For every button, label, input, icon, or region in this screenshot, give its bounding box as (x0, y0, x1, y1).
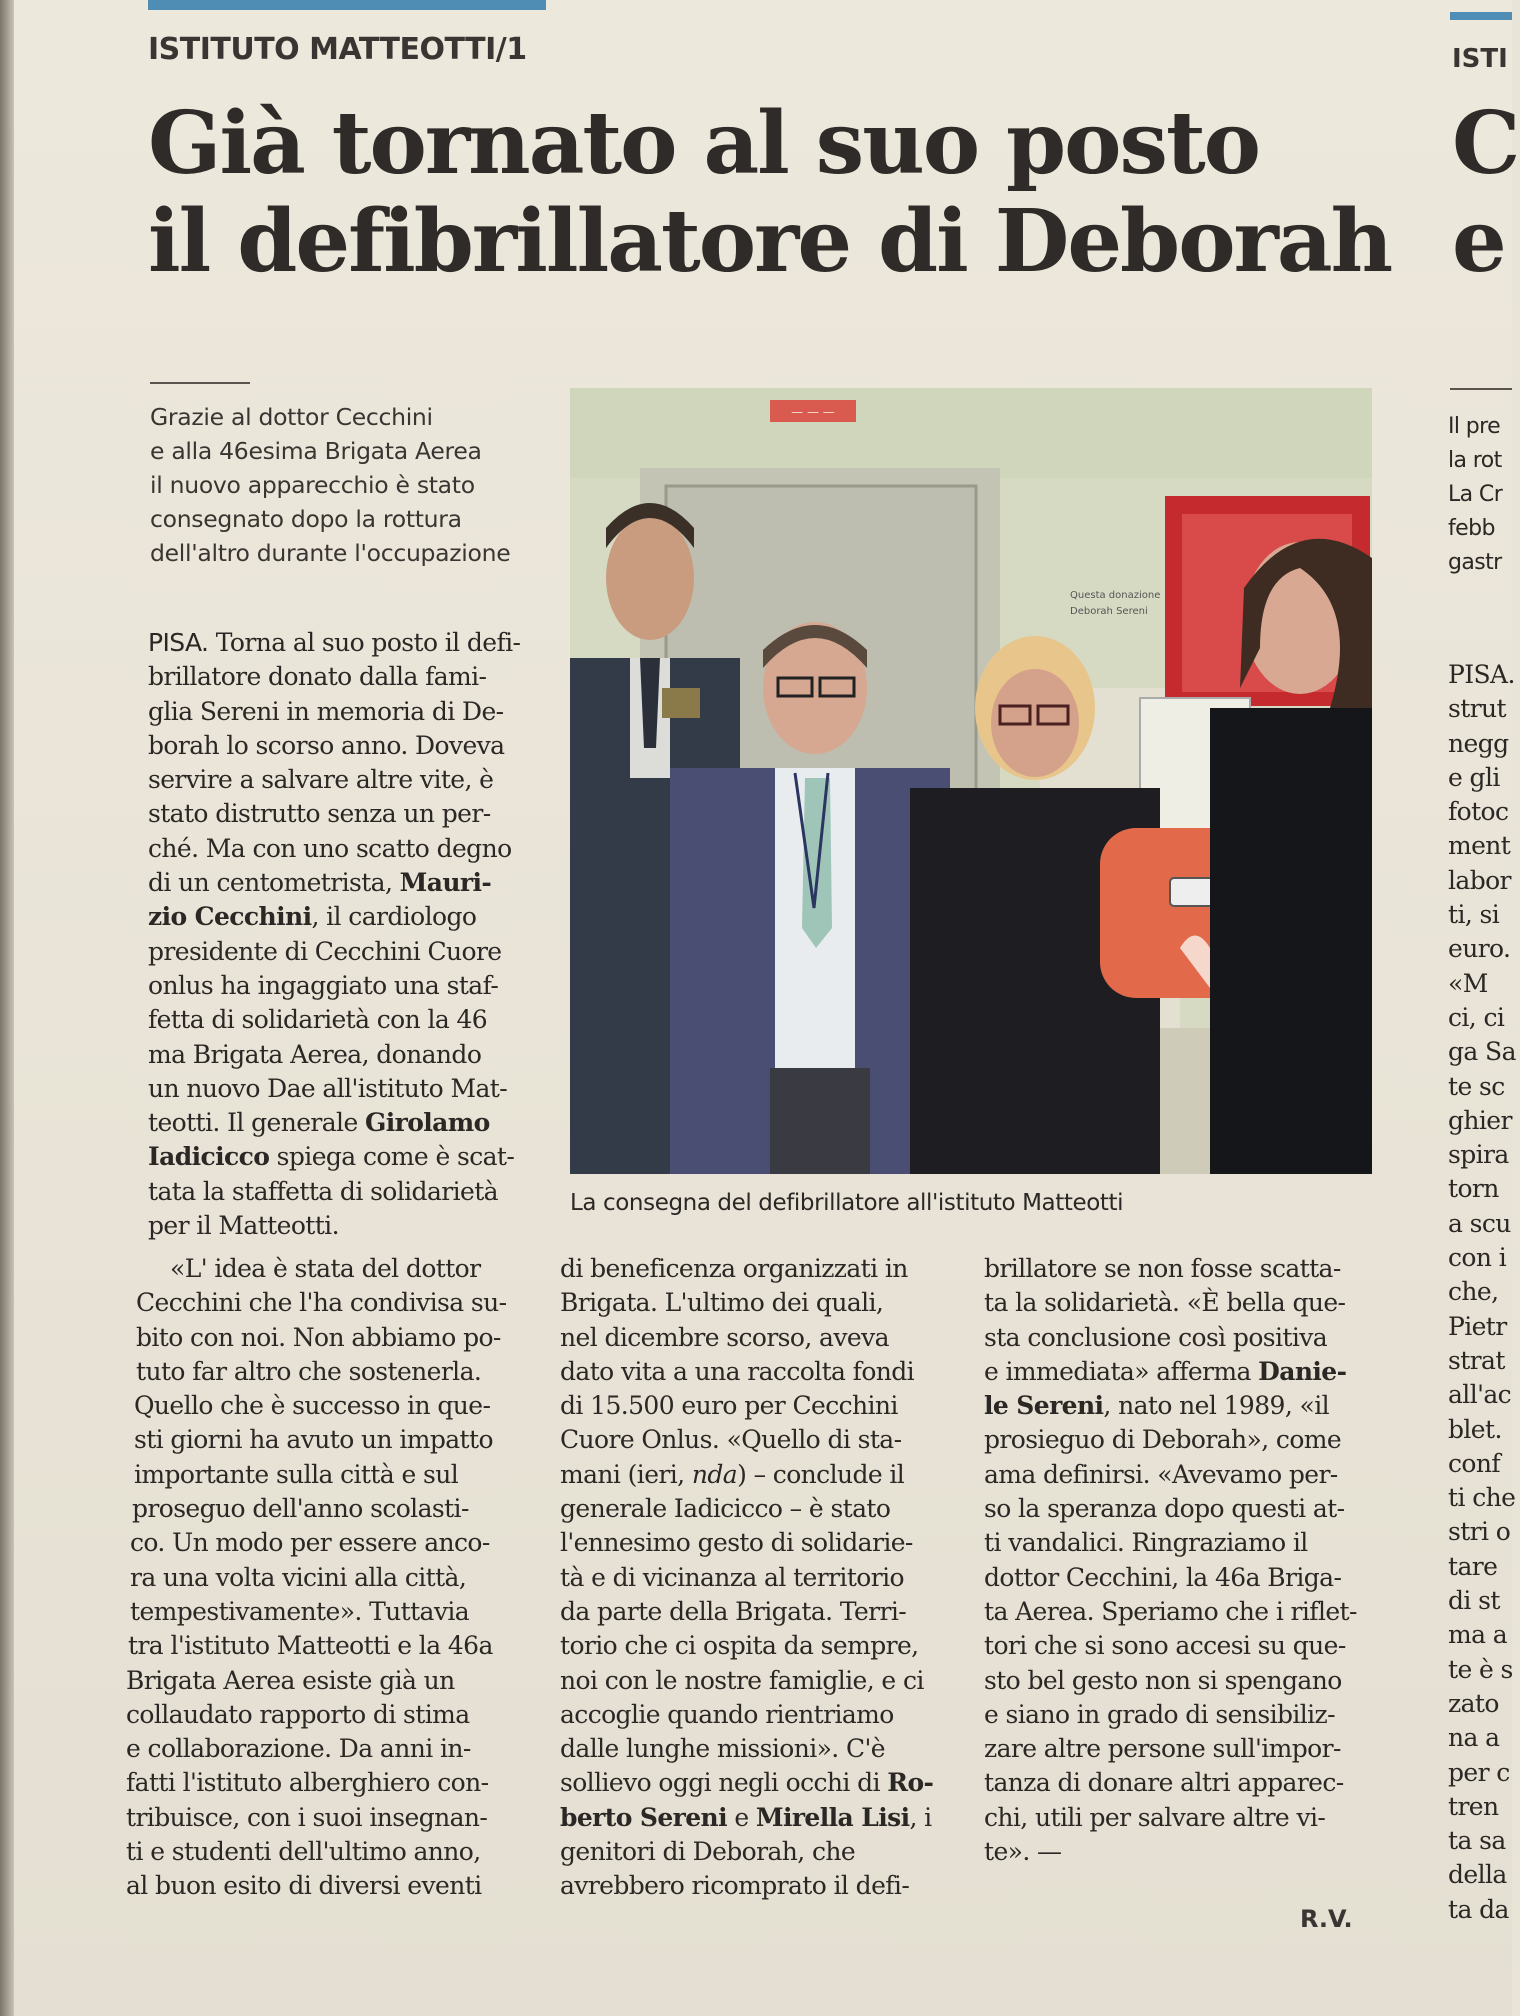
text-line: ghier (1448, 1105, 1512, 1135)
text-line: tà e di vicinanza al territorio (560, 1562, 904, 1592)
text-line: sto bel gesto non si spengano (984, 1665, 1342, 1695)
text-line: La Cr (1448, 482, 1503, 507)
text-line: chi, utili per salvare altre vi- (984, 1802, 1326, 1832)
text-line: ga Sa (1448, 1037, 1516, 1067)
text-line: a scu (1448, 1208, 1511, 1238)
text-line: dato vita a una raccolta fondi (560, 1356, 915, 1386)
text-line: fetta di solidarietà con la 46 (148, 1005, 488, 1035)
text-line: mani (ieri, nda) – conclude il (560, 1459, 905, 1489)
right-column-cutoff (1448, 410, 1516, 1970)
headline-line: e (1452, 191, 1507, 292)
article-photo (570, 388, 1372, 1174)
divider-right (1450, 388, 1512, 390)
text-line: so la speranza dopo questi at- (984, 1494, 1345, 1524)
text-line: tare (1448, 1551, 1498, 1581)
text-line: e immediata» afferma Danie- (984, 1356, 1347, 1386)
subhead (150, 400, 550, 570)
text-line: strat (1448, 1345, 1505, 1375)
subhead-line: consegnato dopo la rottura (150, 505, 462, 533)
text-line: per c (1448, 1757, 1510, 1787)
text-line: per il Matteotti. (148, 1211, 339, 1241)
author-signature: R.V. (1300, 1905, 1353, 1933)
text-line: ti e studenti dell'ultimo anno, (126, 1837, 481, 1867)
text-line: tanza di donare altri apparec- (984, 1768, 1344, 1798)
text-line: fotoc (1448, 797, 1509, 827)
text-line: stato distrutto senza un per- (148, 799, 491, 829)
right-column-headline (1452, 95, 1520, 291)
text-line: accoglie quando rientriamo (560, 1699, 894, 1729)
door-label-line: Deborah Sereni (1070, 606, 1148, 617)
page-edge-shadow (0, 0, 14, 2016)
text-line: brillatore donato dalla fami- (148, 662, 487, 692)
subhead-line: il nuovo apparecchio è stato (150, 471, 475, 499)
text-line: na a (1448, 1723, 1500, 1753)
text-line: Pietr (1448, 1311, 1507, 1341)
text-line: gastr (1448, 550, 1502, 575)
text-line: zio Cecchini, il cardiologo (148, 902, 477, 932)
text-line: della (1448, 1860, 1507, 1890)
text-line: noi con le nostre famiglie, e ci (560, 1665, 924, 1695)
text-line: onlus ha ingaggiato una staf- (148, 970, 499, 1000)
text-line: te è s (1448, 1654, 1513, 1684)
text-line: tribuisce, con i suoi insegnan- (126, 1802, 488, 1832)
text-line: febb (1448, 516, 1495, 541)
text-line: tata la staffetta di solidarietà (148, 1176, 498, 1206)
door-label-line: Questa donazione (1070, 590, 1161, 601)
text-line: all'ac (1448, 1380, 1512, 1410)
divider (150, 382, 250, 384)
right-column-kicker: ISTI (1452, 44, 1508, 74)
text-line: l'ennesimo gesto di solidarie- (560, 1528, 913, 1558)
text-line: ra una volta vicini alla città, (130, 1562, 467, 1592)
article-column-1-bottom (126, 1252, 526, 1904)
text-line: Il pre (1448, 414, 1501, 439)
right-subhead (1448, 410, 1512, 580)
text-line: Iadicicco spiega come è scat- (148, 1142, 515, 1172)
text-line: e siano in grado di sensibiliz- (984, 1699, 1335, 1729)
text-line: tuto far altro che sostenerla. (136, 1356, 482, 1386)
text-line: e gli (1448, 762, 1500, 792)
subhead-line: e alla 46esima Brigata Aerea (150, 437, 482, 465)
text-line: «M (1448, 968, 1488, 998)
text-line: Quello che è successo in que- (134, 1391, 491, 1421)
text-line: presidente di Cecchini Cuore (148, 936, 502, 966)
text-line: torio che ci ospita da sempre, (560, 1631, 919, 1661)
text-line: sti giorni ha avuto un impatto (134, 1425, 493, 1455)
headline (148, 93, 1392, 292)
text-line: ta la solidarietà. «È bella que- (984, 1288, 1346, 1318)
text-line: di st (1448, 1586, 1500, 1616)
headline-line: C (1452, 93, 1520, 194)
text-line: labor (1448, 865, 1511, 895)
text-line: da parte della Brigata. Terri- (560, 1596, 907, 1626)
text-line: ma Brigata Aerea, donando (148, 1039, 482, 1069)
text-line: euro. (1448, 934, 1511, 964)
text-line: tren (1448, 1791, 1499, 1821)
text-line: brillatore se non fosse scatta- (984, 1254, 1341, 1283)
text-line: importante sulla città e sul (134, 1459, 459, 1489)
article-column-2 (560, 1252, 950, 1904)
photo-sign-text: — — — (791, 405, 835, 419)
text-line: sta conclusione così positiva (984, 1322, 1328, 1352)
text-line: ci, ci (1448, 1002, 1505, 1032)
text-line: genitori di Deborah, che (560, 1837, 856, 1867)
photo-illustration (570, 388, 1372, 1174)
text-line: co. Un modo per essere anco- (130, 1528, 490, 1558)
right-body (1448, 658, 1516, 1927)
text-line: zato (1448, 1688, 1499, 1718)
text-line: di 15.500 euro per Cecchini (560, 1391, 898, 1421)
article-column-3 (984, 1252, 1374, 1869)
text-line: PISA. (1448, 660, 1515, 689)
text-line: blet. (1448, 1414, 1502, 1444)
text-line: strut (1448, 694, 1506, 724)
text-line: ti vandalici. Ringraziamo il (984, 1528, 1308, 1558)
text-line: «L' idea è stata del dottor (170, 1254, 481, 1283)
text-line: torn (1448, 1174, 1499, 1204)
text-line: di un centometrista, Mauri- (148, 868, 492, 898)
text-line: con i (1448, 1243, 1507, 1273)
text-line: te sc (1448, 1071, 1505, 1101)
text-line: Cuore Onlus. «Quello di sta- (560, 1425, 902, 1455)
text-line: e collaborazione. Da anni in- (126, 1734, 471, 1764)
photo-caption: La consegna del defibrillatore all'istituto Matteotti (570, 1190, 1124, 1216)
text-line: generale Iadicicco – è stato (560, 1494, 891, 1524)
text-line: tempestivamente». Tuttavia (130, 1596, 470, 1626)
text-line: ta Aerea. Speriamo che i riflet- (984, 1596, 1357, 1626)
text-line: prosieguo di Deborah», come (984, 1425, 1342, 1455)
text-line: glia Sereni in memoria di De- (148, 696, 504, 726)
text-line: che, (1448, 1277, 1499, 1307)
text-line: stri o (1448, 1517, 1511, 1547)
text-line: le Sereni, nato nel 1989, «il (984, 1391, 1330, 1421)
text-line: dottor Cecchini, la 46a Briga- (984, 1562, 1342, 1592)
text-line: un nuovo Dae all'istituto Mat- (148, 1073, 508, 1103)
text-line: ama definirsi. «Avevamo per- (984, 1459, 1338, 1489)
kicker: ISTITUTO MATTEOTTI/1 (148, 32, 527, 67)
text-line: di beneficenza organizzati in (560, 1254, 908, 1283)
text-line: ment (1448, 831, 1511, 861)
text-line: al buon esito di diversi eventi (126, 1871, 482, 1901)
section-color-bar-right (1450, 12, 1512, 20)
text-line: fatti l'istituto alberghiero con- (126, 1768, 489, 1798)
text-line: proseguo dell'anno scolasti- (132, 1494, 469, 1524)
text-line: Brigata Aerea esiste già un (126, 1665, 455, 1695)
headline-line: il defibrillatore di Deborah (148, 191, 1392, 292)
text-line: conf (1448, 1448, 1501, 1478)
text-line: dalle lunghe missioni». C'è (560, 1734, 885, 1764)
article-column-1-top (148, 626, 528, 1243)
text-line: teotti. Il generale Girolamo (148, 1108, 490, 1138)
text-line: bito con noi. Non abbiamo po- (136, 1322, 501, 1352)
text-line: PISA. Torna al suo posto il defi- (148, 628, 521, 657)
subhead-line: Grazie al dottor Cecchini (150, 403, 433, 431)
text-line: Cecchini che l'ha condivisa su- (136, 1288, 507, 1318)
text-line: tra l'istituto Matteotti e la 46a (128, 1631, 493, 1661)
text-line: Brigata. L'ultimo dei quali, (560, 1288, 884, 1318)
text-line: zare altre persone sull'impor- (984, 1734, 1341, 1764)
text-line: negg (1448, 728, 1509, 758)
text-line: servire a salvare altre vite, è (148, 765, 494, 795)
subhead-line: dell'altro durante l'occupazione (150, 539, 511, 567)
text-line: ti che (1448, 1483, 1516, 1513)
headline-line: Già tornato al suo posto (148, 93, 1260, 194)
text-line: ché. Ma con uno scatto degno (148, 833, 512, 863)
text-line: ta sa (1448, 1826, 1506, 1856)
text-line: ma a (1448, 1620, 1508, 1650)
text-line: ti, si (1448, 900, 1500, 930)
text-line: avrebbero ricomprato il defi- (560, 1871, 910, 1901)
text-line: la rot (1448, 448, 1502, 473)
section-color-bar (148, 0, 546, 10)
text-line: spira (1448, 1140, 1509, 1170)
text-line: ta da (1448, 1894, 1509, 1924)
text-line: sollievo oggi negli occhi di Ro- (560, 1768, 934, 1798)
text-line: te». — (984, 1837, 1062, 1867)
text-line: tori che si sono accesi su que- (984, 1631, 1346, 1661)
text-line: berto Sereni e Mirella Lisi, i (560, 1802, 932, 1832)
text-line: nel dicembre scorso, aveva (560, 1322, 889, 1352)
text-line: collaudato rapporto di stima (126, 1699, 470, 1729)
text-line: borah lo scorso anno. Doveva (148, 730, 505, 760)
